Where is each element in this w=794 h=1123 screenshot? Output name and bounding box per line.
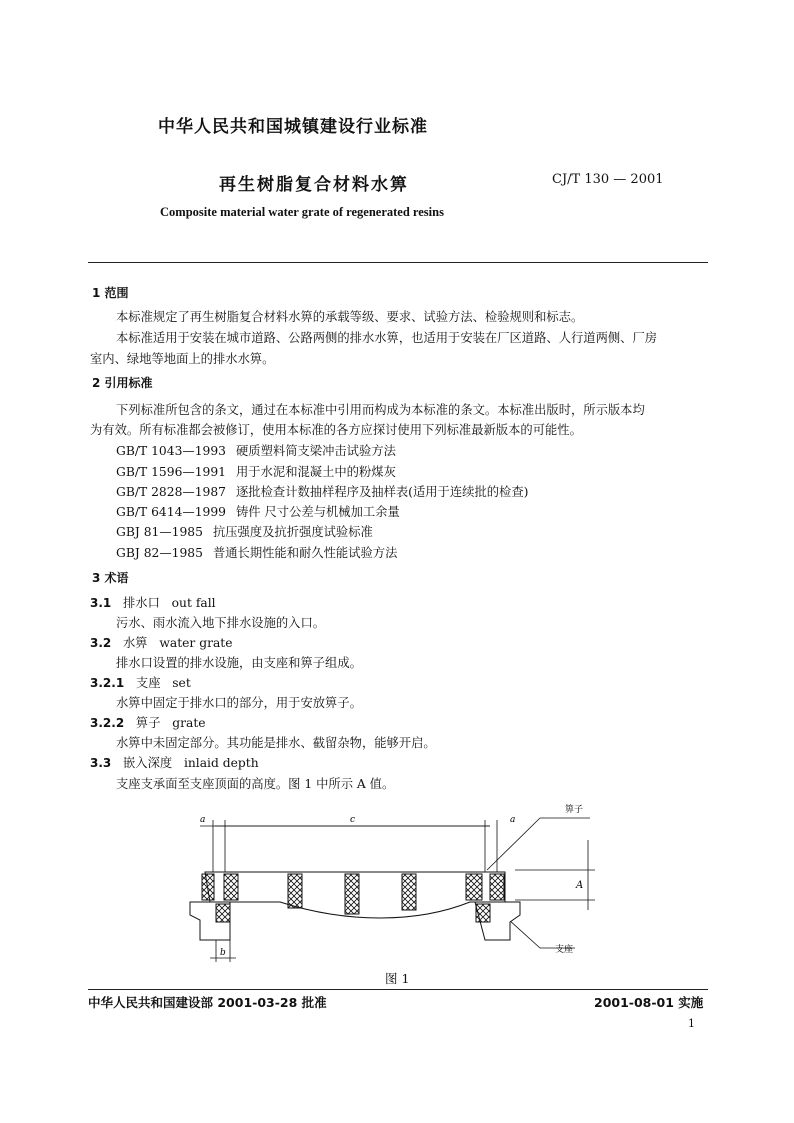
term-entry xyxy=(90,595,216,611)
reference-title: 普通长期性能和耐久性能试验方法 xyxy=(212,546,398,560)
dim-A: A xyxy=(576,880,584,891)
term-definition: 污水、雨水流入地下排水设施的入口。 xyxy=(116,616,326,630)
standard-code: CJ/T 130 — 2001 xyxy=(552,172,664,187)
reference-code: GB/T 1596—1991 xyxy=(116,465,226,479)
term-english: water grate xyxy=(159,636,233,650)
label-grate: 箅子 xyxy=(565,805,584,815)
term-number: 3.2 xyxy=(90,636,112,650)
term-english: set xyxy=(172,676,191,690)
term-definition: 支座支承面至支座顶面的高度。图 1 中所示 A 值。 xyxy=(116,777,395,791)
dim-a-left: a xyxy=(200,815,206,825)
reference-code: GBJ 82—1985 xyxy=(116,546,203,560)
reference-code: GB/T 1043—1993 xyxy=(116,444,226,458)
section-2-heading: 2 引用标准 xyxy=(92,376,153,390)
reference-item xyxy=(116,464,396,480)
term-definition: 水箅中固定于排水口的部分，用于安放箅子。 xyxy=(116,696,362,710)
reference-code: GB/T 2828—1987 xyxy=(116,485,226,499)
effective-date: 2001-08-01 实施 xyxy=(594,995,704,1010)
term-number: 3.1 xyxy=(90,596,112,610)
term-name: 嵌入深度 xyxy=(123,756,173,770)
reference-item xyxy=(116,524,373,540)
term-name: 箅子 xyxy=(135,716,161,730)
reference-code: GBJ 81—1985 xyxy=(116,525,203,539)
reference-title: 铸件 尺寸公差与机械加工余量 xyxy=(236,505,400,519)
term-entry xyxy=(90,635,233,651)
term-english: out fall xyxy=(171,596,216,610)
term-definition: 水箅中未固定部分。其功能是排水、截留杂物，能够开启。 xyxy=(116,736,436,750)
term-number: 3.2.1 xyxy=(90,676,125,690)
section-2-paragraph: 下列标准所包含的条文，通过在本标准中引用而构成为本标准的条文。本标准出版时，所示版本均 xyxy=(116,403,645,417)
term-english: inlaid depth xyxy=(183,756,259,770)
term-name: 支座 xyxy=(135,676,161,690)
reference-item xyxy=(116,504,400,520)
section-3-heading: 3 术语 xyxy=(92,571,129,585)
page-number: 1 xyxy=(688,1017,695,1030)
section-1-paragraph: 本标准适用于安装在城市道路、公路两侧的排水水箅，也适用于安装在厂区道路、人行道两侧、厂房 xyxy=(116,331,658,345)
section-1-heading: 1 范围 xyxy=(92,286,129,300)
dim-b: b xyxy=(220,948,226,958)
reference-item xyxy=(116,484,528,500)
reference-title: 硬质塑料简支梁冲击试验方法 xyxy=(236,444,396,458)
section-1-paragraph: 室内、绿地等地面上的排水水箅。 xyxy=(90,352,275,366)
document-title: 再生树脂复合材料水箅 xyxy=(219,175,409,195)
reference-item xyxy=(116,545,397,561)
term-entry xyxy=(90,755,259,771)
term-number: 3.2.2 xyxy=(90,716,125,730)
term-english: grate xyxy=(172,716,206,730)
reference-title: 抗压强度及抗折强度试验标准 xyxy=(212,525,373,539)
reference-item xyxy=(116,443,396,459)
issuing-organization: 中华人民共和国城镇建设行业标准 xyxy=(158,117,428,137)
section-2-paragraph: 为有效。所有标准都会被修订，使用本标准的各方应探讨使用下列标准最新版本的可能性。 xyxy=(90,423,582,437)
term-number: 3.3 xyxy=(90,756,112,770)
term-name: 排水口 xyxy=(123,596,160,610)
term-name: 水箅 xyxy=(123,636,148,650)
approval-statement: 中华人民共和国建设部 2001-03-28 批准 xyxy=(88,995,327,1010)
term-entry xyxy=(90,675,191,691)
figure-1-water-grate-section xyxy=(180,800,630,970)
reference-code: GB/T 6414—1999 xyxy=(116,505,226,519)
term-definition: 排水口设置的排水设施，由支座和箅子组成。 xyxy=(116,656,362,670)
english-title: Composite material water grate of regenerated resins xyxy=(160,205,444,219)
dim-a-right: a xyxy=(510,815,516,825)
header-rule xyxy=(88,262,708,263)
footer-rule xyxy=(88,989,708,990)
reference-title: 逐批检查计数抽样程序及抽样表(适用于连续批的检查) xyxy=(236,485,529,499)
term-entry xyxy=(90,715,206,731)
figure-caption: 图 1 xyxy=(385,971,410,986)
section-1-paragraph: 本标准规定了再生树脂复合材料水箅的承载等级、要求、试验方法、检验规则和标志。 xyxy=(116,310,584,324)
dim-c: c xyxy=(350,815,356,825)
reference-title: 用于水泥和混凝土中的粉煤灰 xyxy=(236,465,396,479)
label-seat: 支座 xyxy=(555,945,574,955)
